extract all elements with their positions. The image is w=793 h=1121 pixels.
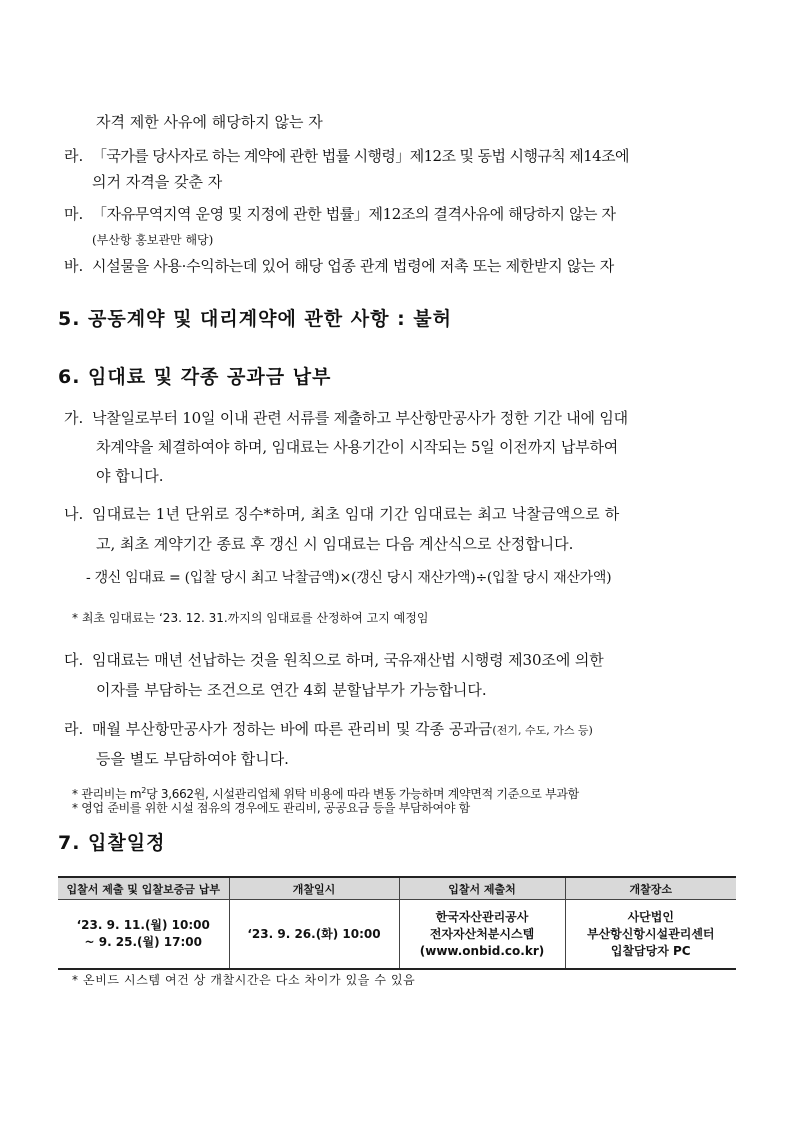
submission-period-end: ~ 9. 25.(월) 17:00 bbox=[84, 935, 202, 949]
rent-da-line1: 임대료는 매년 선납하는 것을 원칙으로 하며, 국유재산법 시행령 제30조에 의한 bbox=[92, 651, 604, 669]
item-marker-ba: 바. bbox=[64, 257, 84, 275]
submission-place-system: 전자자산처분시스템 bbox=[429, 926, 535, 941]
rent-ga-line1: 낙찰일로부터 10일 이내 관련 서류를 제출하고 부산항만공사가 정한 기간 내에 임대 bbox=[92, 409, 628, 427]
management-fee-note-pre: * 관리비는 m bbox=[72, 787, 142, 801]
header-submission-place: 입찰서 제출처 bbox=[399, 877, 565, 900]
submission-place-url: (www.onbid.co.kr) bbox=[419, 943, 545, 958]
section7-title: 7. 입찰일정 bbox=[58, 832, 166, 854]
qualification-ma-line1: 「자유무역지역 운영 및 지정에 관한 법률」제12조의 결격사유에 해당하지 않는 자 bbox=[92, 205, 616, 223]
qualification-ma-line2: (부산항 홍보관만 해당) bbox=[92, 233, 214, 247]
submission-place-org: 한국자산관리공사 bbox=[435, 909, 529, 924]
header-opening-place: 개찰장소 bbox=[565, 877, 736, 900]
item-marker-ra-fees: 라. bbox=[64, 720, 84, 738]
section5-title: 5. 공동계약 및 대리계약에 관한 사항 : 불허 bbox=[58, 308, 453, 330]
qualification-ra-line2: 의거 자격을 갖춘 자 bbox=[92, 173, 223, 191]
qualification-ba-line1: 시설물을 사용·수익하는데 있어 해당 업종 관계 법령에 저촉 또는 제한받지 않는 자 bbox=[92, 257, 614, 275]
opening-place-org: 부산항신항시설관리센터 bbox=[586, 926, 715, 941]
item-marker-ma: 마. bbox=[64, 205, 84, 223]
rent-note-initial: * 최초 임대료는 ‘23. 12. 31.까지의 임대료를 산정하여 고지 예정임 bbox=[72, 611, 429, 625]
opening-place-type: 사단법인 bbox=[627, 909, 674, 924]
cell-submission-period bbox=[58, 900, 229, 970]
table-row bbox=[58, 900, 736, 970]
rent-da-line2: 이자를 부담하는 조건으로 연간 4회 분할납부가 가능합니다. bbox=[96, 681, 487, 699]
qualification-line: 자격 제한 사유에 해당하지 않는 자 bbox=[96, 113, 323, 131]
rent-ra-line1 bbox=[92, 719, 593, 741]
rent-ra-line1-main: 매월 부산항만공사가 정하는 바에 따른 관리비 및 각종 공과금 bbox=[92, 720, 493, 738]
qualification-ra-line1: 「국가를 당사자로 하는 계약에 관한 법률 시행령」제12조 및 동법 시행규칙 제14조에 bbox=[92, 147, 629, 165]
table-header-row bbox=[58, 877, 736, 900]
rent-ga-line2: 차계약을 체결하여야 하며, 임대료는 사용기간이 시작되는 5일 이전까지 납부하여 bbox=[96, 438, 619, 456]
rent-na-line2: 고, 최초 계약기간 종료 후 갱신 시 임대료는 다음 계산식으로 산정합니다. bbox=[96, 535, 574, 553]
management-fee-note-sup: 2 bbox=[141, 786, 147, 795]
header-opening-datetime: 개찰일시 bbox=[229, 877, 399, 900]
cell-opening-datetime: ‘23. 9. 26.(화) 10:00 bbox=[229, 900, 399, 970]
cell-opening-place bbox=[565, 900, 736, 970]
renewal-formula: - 갱신 임대료 = (입찰 당시 최고 낙찰금액)×(갱신 당시 재산가액)÷(입찰 당시 재산가액) bbox=[86, 570, 612, 586]
rent-ga-line3: 야 합니다. bbox=[96, 467, 164, 485]
cell-submission-place bbox=[399, 900, 565, 970]
management-fee-note-post: 당 3,662원, 시설관리업체 위탁 비용에 따라 변동 가능하며 계약면적 기준으로 부과함 bbox=[146, 787, 579, 801]
section6-title: 6. 임대료 및 각종 공과금 납부 bbox=[58, 366, 332, 388]
bid-schedule-table bbox=[58, 876, 736, 970]
opening-place-pc: 입찰담당자 PC bbox=[610, 943, 691, 958]
item-marker-ga: 가. bbox=[64, 409, 84, 427]
submission-period-start: ‘23. 9. 11.(월) 10:00 bbox=[76, 918, 210, 932]
header-submission-deposit: 입찰서 제출 및 입찰보증금 납부 bbox=[58, 877, 229, 900]
item-marker-ra: 라. bbox=[64, 147, 84, 165]
rent-ra-line1-utilities: (전기, 수도, 가스 등) bbox=[492, 724, 593, 737]
rent-na-line1: 임대료는 1년 단위로 징수*하며, 최초 임대 기간 임대료는 최고 낙찰금액으로 하 bbox=[92, 505, 620, 523]
occupancy-note: * 영업 준비를 위한 시설 점유의 경우에도 관리비, 공공요금 등을 부담하여야 함 bbox=[72, 801, 470, 815]
schedule-note: * 온비드 시스템 여건 상 개찰시간은 다소 차이가 있을 수 있음 bbox=[72, 973, 416, 987]
item-marker-da: 다. bbox=[64, 651, 84, 669]
item-marker-na: 나. bbox=[64, 505, 84, 523]
rent-ra-line2: 등을 별도 부담하여야 합니다. bbox=[96, 750, 289, 768]
